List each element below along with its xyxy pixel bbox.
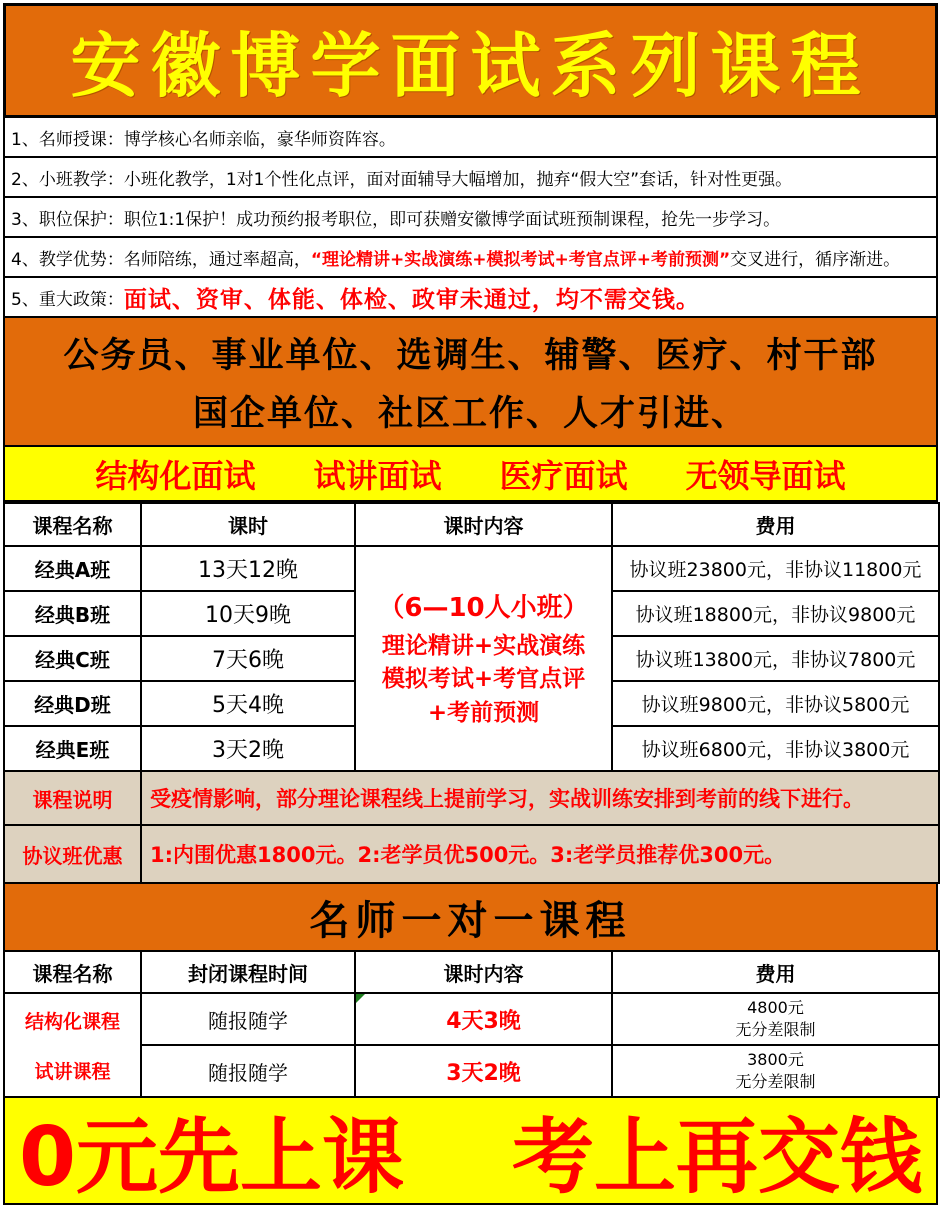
- ooo-row2-fee-note: 无分差限制: [735, 1072, 816, 1091]
- type-trial-lecture-interview: 试讲面试: [313, 456, 442, 495]
- header-fee: 费用: [612, 503, 939, 546]
- feature-item-5: [5, 278, 936, 318]
- one-on-one-band: [3, 884, 938, 950]
- header-course-name: 课程名称: [4, 503, 141, 546]
- ooo-course-structured: 结构化课程: [24, 1010, 120, 1033]
- feature-3-label: 3、职位保护：: [11, 209, 124, 230]
- course-table: [3, 502, 940, 884]
- one-on-one-row-1: [4, 993, 939, 1045]
- class-e-name: 经典E班: [4, 726, 141, 771]
- class-a-fee: 协议班23800元，非协议11800元: [612, 546, 939, 591]
- content-line-4: +考前预测: [427, 699, 540, 726]
- content-line-3: 模拟考试+考官点评: [381, 666, 586, 693]
- slogan-left: 0元先上课: [19, 1110, 405, 1205]
- class-e-duration: 3天2晚: [141, 726, 355, 771]
- course-table-header-row: [4, 503, 939, 546]
- feature-5-highlight: 面试、资审、体能、体检、政审未通过，均不需交钱。: [123, 286, 700, 313]
- feature-4-highlight: “理论精讲+实战演练+模拟考试+考官点评+考前预测”: [310, 249, 731, 270]
- one-on-one-row-2: [4, 1045, 939, 1097]
- interview-types-band: [3, 447, 938, 502]
- course-note-text: 受疫情影响，部分理论课程线上提前学习，实战训练安排到考前的线下进行。: [141, 771, 939, 825]
- title-banner: [3, 3, 938, 118]
- ooo-row1-fee: [612, 993, 939, 1045]
- feature-item-4: [5, 238, 936, 278]
- discount-note-row: [4, 825, 939, 883]
- class-c-name: 经典C班: [4, 636, 141, 681]
- header-hours: 课时: [141, 503, 355, 546]
- class-c-duration: 7天6晚: [141, 636, 355, 681]
- ooo-row2-duration: 3天2晚: [355, 1045, 612, 1097]
- one-on-one-table: [3, 950, 940, 1098]
- ooo-row1-duration-text: 4天3晚: [446, 1008, 521, 1034]
- ooo-header-content: 课时内容: [355, 951, 612, 993]
- ooo-course-trial-lecture: 试讲课程: [34, 1060, 111, 1083]
- table-row-class-a: [4, 546, 939, 591]
- header-content: 课时内容: [355, 503, 612, 546]
- slogan-right: 考上再交钱: [511, 1110, 922, 1205]
- type-structured-interview: 结构化面试: [95, 456, 256, 495]
- content-line-2: 理论精讲+实战演练: [381, 632, 586, 659]
- ooo-row1-schedule: 随报随学: [141, 993, 355, 1045]
- class-a-duration: 13天12晚: [141, 546, 355, 591]
- cell-comment-marker-icon: [356, 994, 365, 1003]
- course-note-label: 课程说明: [4, 771, 141, 825]
- class-d-name: 经典D班: [4, 681, 141, 726]
- ooo-header-fee: 费用: [612, 951, 939, 993]
- class-d-fee: 协议班9800元，非协议5800元: [612, 681, 939, 726]
- feature-1-text: 博学核心名师亲临，豪华师资阵容。: [123, 129, 396, 150]
- feature-2-label: 2、小班教学：: [11, 169, 124, 190]
- class-e-fee: 协议班6800元，非协议3800元: [612, 726, 939, 771]
- audience-line-1: 公务员、事业单位、选调生、辅警、医疗、村干部: [63, 335, 878, 376]
- audience-line-2: 国企单位、社区工作、人才引进、: [192, 393, 748, 434]
- class-b-fee: 协议班18800元，非协议9800元: [612, 591, 939, 636]
- ooo-row2-schedule: 随报随学: [141, 1045, 355, 1097]
- feature-item-3: [5, 198, 936, 238]
- type-medical-interview: 医疗面试: [499, 456, 628, 495]
- feature-list: [3, 118, 938, 318]
- feature-item-1: [5, 118, 936, 158]
- one-on-one-title: 名师一对一课程: [309, 897, 632, 944]
- feature-item-2: [5, 158, 936, 198]
- feature-4-text-before: 名师陪练，通过率超高，: [123, 249, 311, 270]
- course-poster: [3, 3, 938, 1205]
- discount-note-text: 1:内围优惠1800元。2:老学员优500元。3:老学员推荐优300元。: [141, 825, 939, 883]
- ooo-row1-fee-amount: 4800元: [747, 997, 804, 1017]
- feature-3-text: 职位1:1保护！成功预约报考职位，即可获赠安徽博学面试班预制课程，抢先一步学习。: [123, 209, 781, 230]
- discount-note-label: 协议班优惠: [4, 825, 141, 883]
- class-c-fee: 协议班13800元，非协议7800元: [612, 636, 939, 681]
- feature-1-label: 1、名师授课：: [11, 129, 124, 150]
- ooo-row2-fee: [612, 1045, 939, 1097]
- one-on-one-course-names: [4, 993, 141, 1097]
- class-a-name: 经典A班: [4, 546, 141, 591]
- ooo-header-schedule: 封闭课程时间: [141, 951, 355, 993]
- course-content-cell: [355, 546, 612, 771]
- feature-4-text-after: 交叉进行，循序渐进。: [730, 249, 901, 270]
- ooo-row1-fee-note: 无分差限制: [735, 1020, 816, 1039]
- class-b-name: 经典B班: [4, 591, 141, 636]
- audience-band: [3, 318, 938, 447]
- course-note-row: [4, 771, 939, 825]
- content-line-1: （6—10人小班）: [378, 592, 589, 623]
- footer-slogan-band: [3, 1098, 938, 1205]
- feature-4-label: 4、教学优势：: [11, 249, 124, 270]
- ooo-row2-fee-amount: 3800元: [747, 1049, 804, 1069]
- feature-2-text: 小班化教学，1对1个性化点评，面对面辅导大幅增加，抛弃“假大空”套话，针对性更强。: [123, 169, 793, 190]
- feature-5-label: 5、重大政策：: [11, 289, 124, 310]
- ooo-row1-duration: [355, 993, 612, 1045]
- poster-title: 安徽博学面试系列课程: [70, 25, 871, 107]
- class-d-duration: 5天4晚: [141, 681, 355, 726]
- ooo-header-course-name: 课程名称: [4, 951, 141, 993]
- type-leaderless-interview: 无领导面试: [685, 456, 846, 495]
- one-on-one-header-row: [4, 951, 939, 993]
- class-b-duration: 10天9晚: [141, 591, 355, 636]
